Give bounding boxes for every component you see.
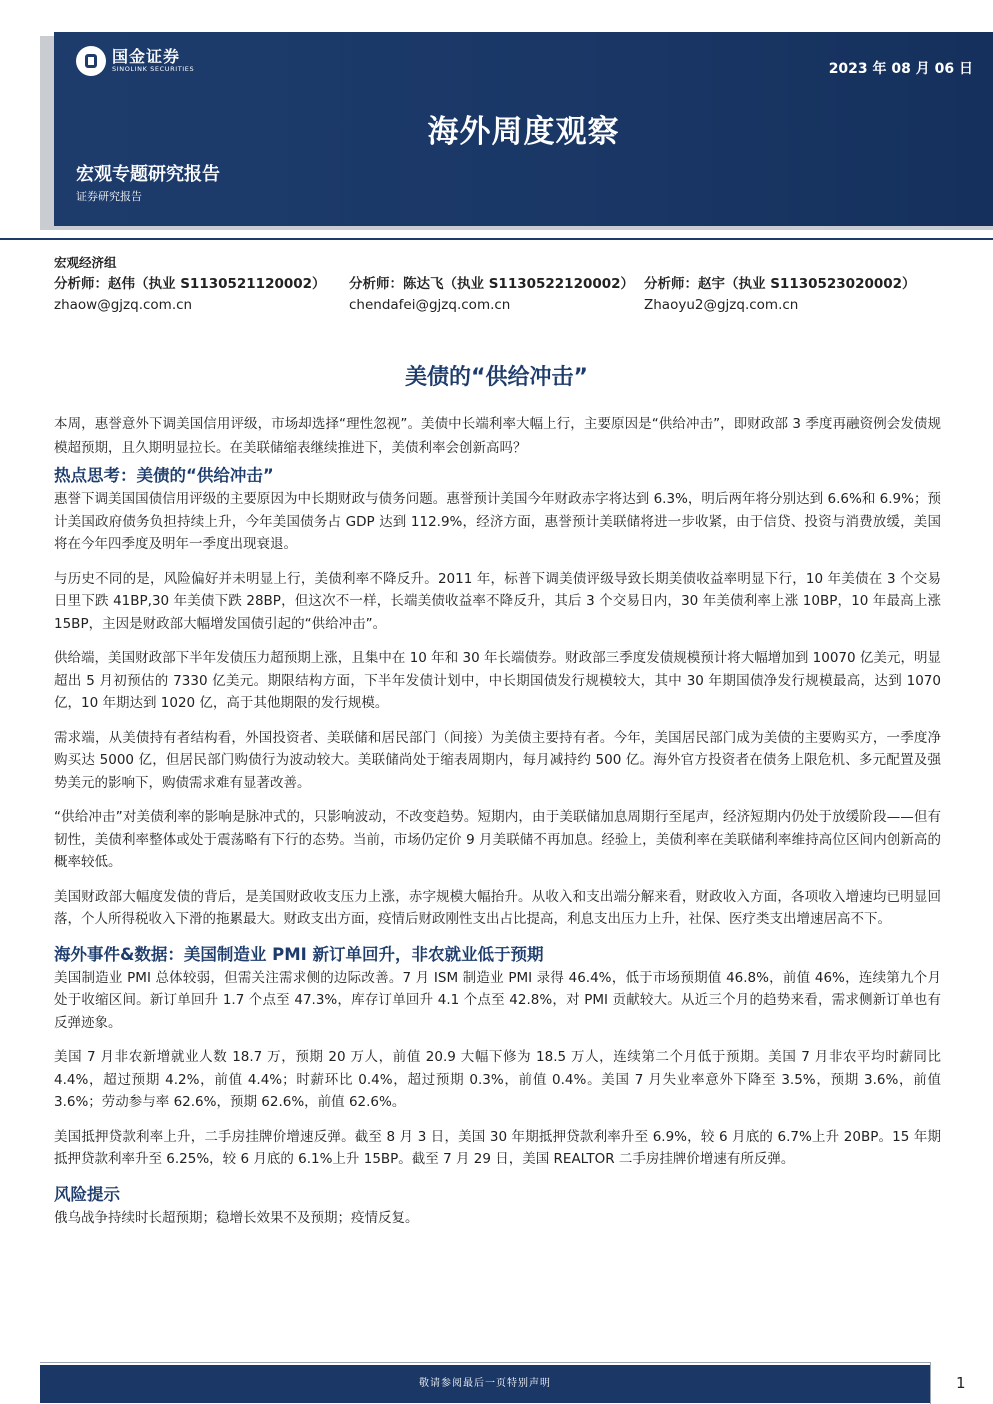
footer-notice: 敬请参阅最后一页特别声明 [40, 1365, 930, 1403]
section-heading-risk: 风险提示 [54, 1184, 120, 1204]
paragraph: 供给端，美国财政部下半年发债压力超预期上涨，且集中在 10 年和 30 年长端债券。财政部三季度发债规模预计将大幅增加到 10070 亿美元，明显超出 5 月初预估的 7330 亿美元。期限结构方面，下半年发债计划中，中长期国债发行规模较大，其中 30 年期国债净发行规模最高，达到 1070 亿，10 年期达到 1020 亿，高于其他期限的发行规模。 [54, 650, 941, 711]
report-title: 海外周度观察 [427, 114, 620, 150]
report-type: 宏观专题研究报告 [76, 164, 220, 185]
sinolink-logo-icon [76, 46, 106, 76]
analyst-2 [349, 274, 634, 316]
article-title: 美债的“供给冲击” [405, 365, 588, 390]
paragraph: 与历史不同的是，风险偏好并未明显上行，美债利率不降反升。2011 年，标普下调美债评级导致长期美债收益率明显下行，10 年美债在 3 个交易日里下跌 41BP,30 年美债下跌 28BP，但这次不一样，长端美债收益率不降反升，其后 3 个交易日内，30 年美债利率上涨 10BP，10 年最高上涨 15BP，主因是财政部大幅增发国债引起的“供给冲击”。 [54, 570, 941, 632]
paragraph: 惠誉下调美国国债信用评级的主要原因为中长期财政与债务问题。惠誉预计美国今年财政赤字将达到 6.3%，明后两年将分别达到 6.6%和 6.9%；预计美国政府债务负担持续上升，今年美国债务占 GDP 达到 112.9%，经济方面，惠誉预计美联储将进一步收紧，由于信贷、投资与消费放缓，美国将在今年四季度及明年一季度出现衰退。 [54, 491, 941, 552]
footer-rule [40, 1362, 930, 1363]
intro-paragraph: 本周，惠誉意外下调美国信用评级，市场却选择“理性忽视”。美债中长端利率大幅上行，主要原因是“供给冲击”，即财政部 3 季度再融资例会发债规模超预期，且久期明显拉长。在美联储缩表继续推进下，美债利率会创新高吗？ [54, 416, 941, 456]
footer-divider [930, 1362, 931, 1404]
sinolink-logo [76, 46, 194, 76]
paragraph: 美国财政部大幅度发债的背后，是美国财政收支压力上涨，赤字规模大幅抬升。从收入和支出端分解来看，财政收入方面，各项收入增速均已明显回落，个人所得税收入下滑的拖累最大。财政支出方面，疫情后财政刚性支出占比提高，利息支出压力上升，社保、医疗类支出增速居高不下。 [54, 888, 941, 927]
paragraph: 俄乌战争持续时长超预期；稳增长效果不及预期；疫情反复。 [54, 1209, 419, 1226]
analyst-3 [644, 274, 916, 316]
paragraph: 美国 7 月非农新增就业人数 18.7 万，预期 20 万人，前值 20.9 大幅下修为 18.5 万人，连续第二个月低于预期。美国 7 月非农平均时薪同比 4.4%，超过预期 4.2%，前值 4.4%；时薪环比 0.4%，超过预期 0.3%，前值 0.4%。美国 7 月失业率意外下降至 3.5%，预期 3.6%，前值 3.6%；劳动参与率 62.6%，预期 62.6%，前值 62.6%。 [54, 1049, 941, 1110]
analyst-1 [54, 274, 326, 316]
analyst-name: 分析师：赵伟（执业 S1130521120002） [54, 276, 326, 292]
header-divider [0, 238, 993, 240]
paragraph: 需求端，从美债持有者结构看，外国投资者、美联储和居民部门（间接）为美债主要持有者。今年，美国居民部门成为美债的主要购买方，一季度净购买达 5000 亿，但居民部门购债行为波动较大。美联储尚处于缩表周期内，每月减持约 500 亿。海外官方投资者在债务上限危机、多元配置及强势美元的影响下，购债需求难有显著改善。 [54, 729, 941, 791]
report-banner [54, 32, 993, 226]
paragraph: “供给冲击”对美债利率的影响是脉冲式的，只影响波动，不改变趋势。短期内，由于美联储加息周期行至尾声，经济短期内仍处于放缓阶段——但有韧性，美债利率整体或处于震荡略有下行的态势。当前，市场仍定价 9 月美联储不再加息。经验上，美债利率在美联储利率维持高位区间内创新高的概率较低。 [54, 809, 941, 870]
section-heading-hot-topic: 热点思考：美债的“供给冲击” [54, 466, 274, 485]
analyst-name: 分析师：赵宇（执业 S1130523020002） [644, 276, 916, 292]
analyst-name: 分析师：陈达飞（执业 S1130522120002） [349, 276, 635, 292]
logo-english: SINOLINK SECURITIES [112, 64, 195, 73]
analyst-email[interactable]: chendafei@gjzq.com.cn [349, 297, 511, 313]
report-subtype: 证券研究报告 [76, 190, 142, 203]
section-heading-events-data: 海外事件&数据：美国制造业 PMI 新订单回升，非农就业低于预期 [54, 944, 544, 964]
paragraph: 美国抵押贷款利率上升，二手房挂牌价增速反弹。截至 8 月 3 日，美国 30 年期抵押贷款利率升至 6.9%，较 6 月底的 6.7%上升 20BP。15 年期抵押贷款利率升至 6.25%，较 6 月底的 6.1%上升 15BP。截至 7 月 29 日，美国 REALTOR 二手房挂牌价增速有所反弹。 [54, 1128, 941, 1167]
report-date: 2023 年 08 月 06 日 [828, 61, 973, 77]
analyst-email[interactable]: zhaow@gjzq.com.cn [54, 297, 193, 313]
logo-chinese: 国金证券 [112, 47, 181, 67]
analyst-group: 宏观经济组 [54, 255, 117, 270]
page-number: 1 [956, 1374, 966, 1392]
paragraph: 美国制造业 PMI 总体较弱，但需关注需求侧的边际改善。7 月 ISM 制造业 PMI 录得 46.4%，低于市场预期值 46.8%，前值 46%，连续第九个月处于收缩区间。新订单回升 1.7 个点至 47.3%，库存订单回升 4.1 个点至 42.8%，对 PMI 贡献较大。从近三个月的趋势来看，需求侧新订单也有反弹迹象。 [54, 969, 941, 1031]
article-body [54, 412, 941, 1229]
analyst-email[interactable]: Zhaoyu2@gjzq.com.cn [644, 297, 799, 313]
